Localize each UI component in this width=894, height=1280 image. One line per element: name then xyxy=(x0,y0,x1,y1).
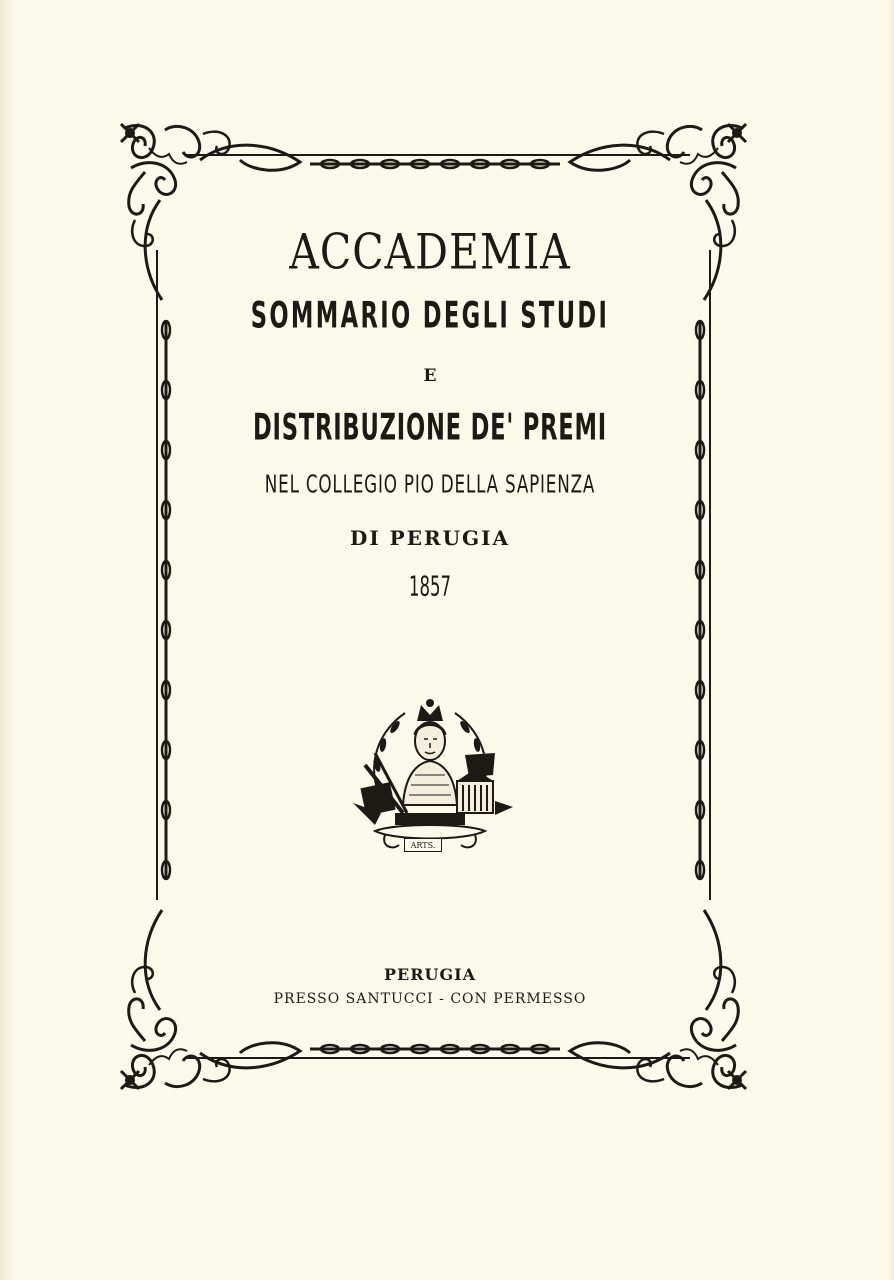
border-bottom-rule xyxy=(185,1043,690,1068)
second-title: DISTRIBUZIONE DE' PREMI xyxy=(252,405,607,449)
subtitle: SOMMARIO DEGLI STUDI xyxy=(250,293,610,337)
imprint-place: PERUGIA xyxy=(383,965,477,984)
college-line: NEL COLLEGIO PIO DELLA SAPIENZA xyxy=(264,469,596,499)
border-right-rule xyxy=(696,200,721,1010)
corner-ornament-bottom-left xyxy=(121,967,230,1089)
year: 1857 xyxy=(409,571,451,604)
border-left-rule xyxy=(145,200,170,1010)
city-line: DI PERUGIA xyxy=(350,526,510,550)
border-top-rule xyxy=(185,145,690,170)
conjunction: E xyxy=(423,366,437,386)
corner-ornament-bottom-right xyxy=(637,967,746,1089)
imprint-publisher: PRESSO SANTUCCI - CON PERMESSO xyxy=(273,991,587,1007)
main-title: ACCADEMIA xyxy=(289,223,571,281)
vignette-label: ARTS. xyxy=(404,838,442,852)
